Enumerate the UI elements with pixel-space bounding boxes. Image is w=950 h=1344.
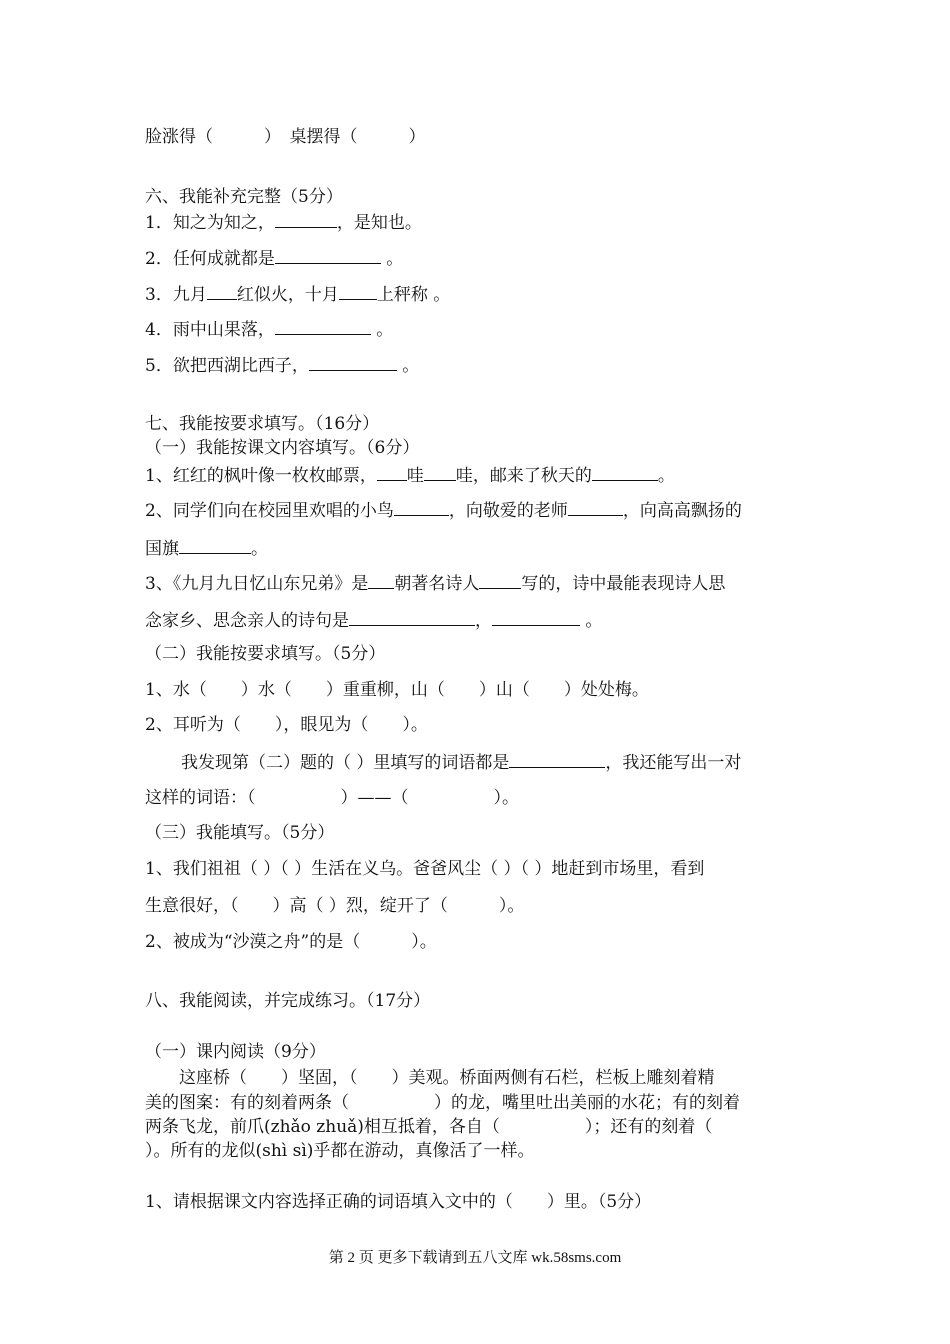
s6-item-2: 2．任何成就都是 。 (145, 249, 404, 269)
blank[interactable] (275, 211, 337, 228)
blank[interactable] (509, 751, 605, 768)
page-footer: 第 2 页 更多下载请到五八文库 wk.58sms.com (328, 1250, 622, 1266)
s7-p1-line-5: 念家乡、思念亲人的诗句是 ， 。 (145, 611, 603, 631)
s6-item-4: 4．雨中山果落， 。 (145, 320, 394, 340)
blank[interactable] (394, 499, 449, 516)
s7-part-1-heading: （一）我能按课文内容填写。（6分） (145, 438, 420, 458)
s6-item-5: 5．欲把西湖比西子， 。 (145, 356, 420, 376)
s7-p3-line-2: 生意很好，（ ）高（ ）烈，绽开了（ ）。 (145, 896, 525, 916)
s6-item-1: 1．知之为知之， ，是知也。 (145, 213, 422, 233)
top-line: 脸涨得（ ） 桌摆得（ ） (145, 127, 426, 147)
s7-p2-line-4: 这样的词语：（ ）——（ ）。 (145, 788, 519, 808)
s7-p1-line-4: 3、《九月九日忆山东兄弟》是 朝著名诗人 写的，诗中最能表现诗人思 (145, 574, 726, 594)
s7-p2-line-3: 我发现第（二）题的（ ）里填写的词语都是 ，我还能写出一对 (181, 753, 742, 773)
section-6-heading: 六、我能补充完整（5分） (145, 187, 343, 207)
blank[interactable] (339, 283, 377, 300)
passage-line-3: 两条飞龙，前爪(zhǎo zhuǎ)相互抵着，各自（ ）；还有的刻着（ (145, 1117, 713, 1137)
blank[interactable] (479, 572, 521, 589)
blank[interactable] (179, 537, 251, 554)
s7-p3-line-1: 1、我们祖祖（ ）（ ）生活在义乌。爸爸风尘（ ）（ ）地赶到市场里，看到 (145, 859, 705, 879)
blank[interactable] (592, 464, 658, 481)
blank[interactable] (368, 572, 394, 589)
s7-p1-line-2: 2、同学们向在校园里欢唱的小鸟 ，向敬爱的老师 ，向高高飘扬的 (145, 501, 742, 521)
s7-p3-line-3: 2、被成为“沙漠之舟”的是（ ）。 (145, 932, 437, 952)
passage-line-1: 这座桥（ ）坚固，（ ）美观。桥面两侧有石栏，栏板上雕刻着精 (145, 1068, 715, 1088)
blank[interactable] (275, 318, 371, 335)
s6-item-3: 3．九月 红似火，十月 上秤称 。 (145, 285, 451, 305)
blank[interactable] (309, 354, 397, 371)
s7-p1-line-3: 国旗 。 (145, 539, 268, 559)
blank[interactable] (377, 464, 407, 481)
s7-p2-line-1: 1、水（ ）水（ ）重重柳，山（ ）山（ ）处处梅。 (145, 680, 649, 700)
s8-question-1: 1、请根据课文内容选择正确的词语填入文中的（ ）里。（5分） (145, 1192, 652, 1212)
blank[interactable] (568, 499, 623, 516)
passage-line-2: 美的图案：有的刻着两条（ ）的龙，嘴里吐出美丽的水花；有的刻着 (145, 1093, 740, 1113)
s7-part-2-heading: （二）我能按要求填写。（5分） (145, 644, 386, 664)
section-7-heading: 七、我能按要求填写。（16分） (145, 414, 380, 434)
section-8-heading: 八、我能阅读，并完成练习。（17分） (145, 991, 431, 1011)
blank[interactable] (492, 609, 580, 626)
blank[interactable] (275, 247, 381, 264)
s8-part-1-heading: （一）课内阅读（9分） (145, 1042, 326, 1062)
blank[interactable] (207, 283, 237, 300)
blank[interactable] (349, 609, 475, 626)
s7-p2-line-2: 2、耳听为（ ），眼见为（ ）。 (145, 715, 428, 735)
blank[interactable] (424, 464, 456, 481)
s7-part-3-heading: （三）我能填写。（5分） (145, 823, 335, 843)
s7-p1-line-1: 1、红红的枫叶像一枚枚邮票， 哇 哇，邮来了秋天的 。 (145, 466, 675, 486)
passage-line-4: ）。所有的龙似(shì sì)乎都在游动，真像活了一样。 (145, 1141, 535, 1161)
